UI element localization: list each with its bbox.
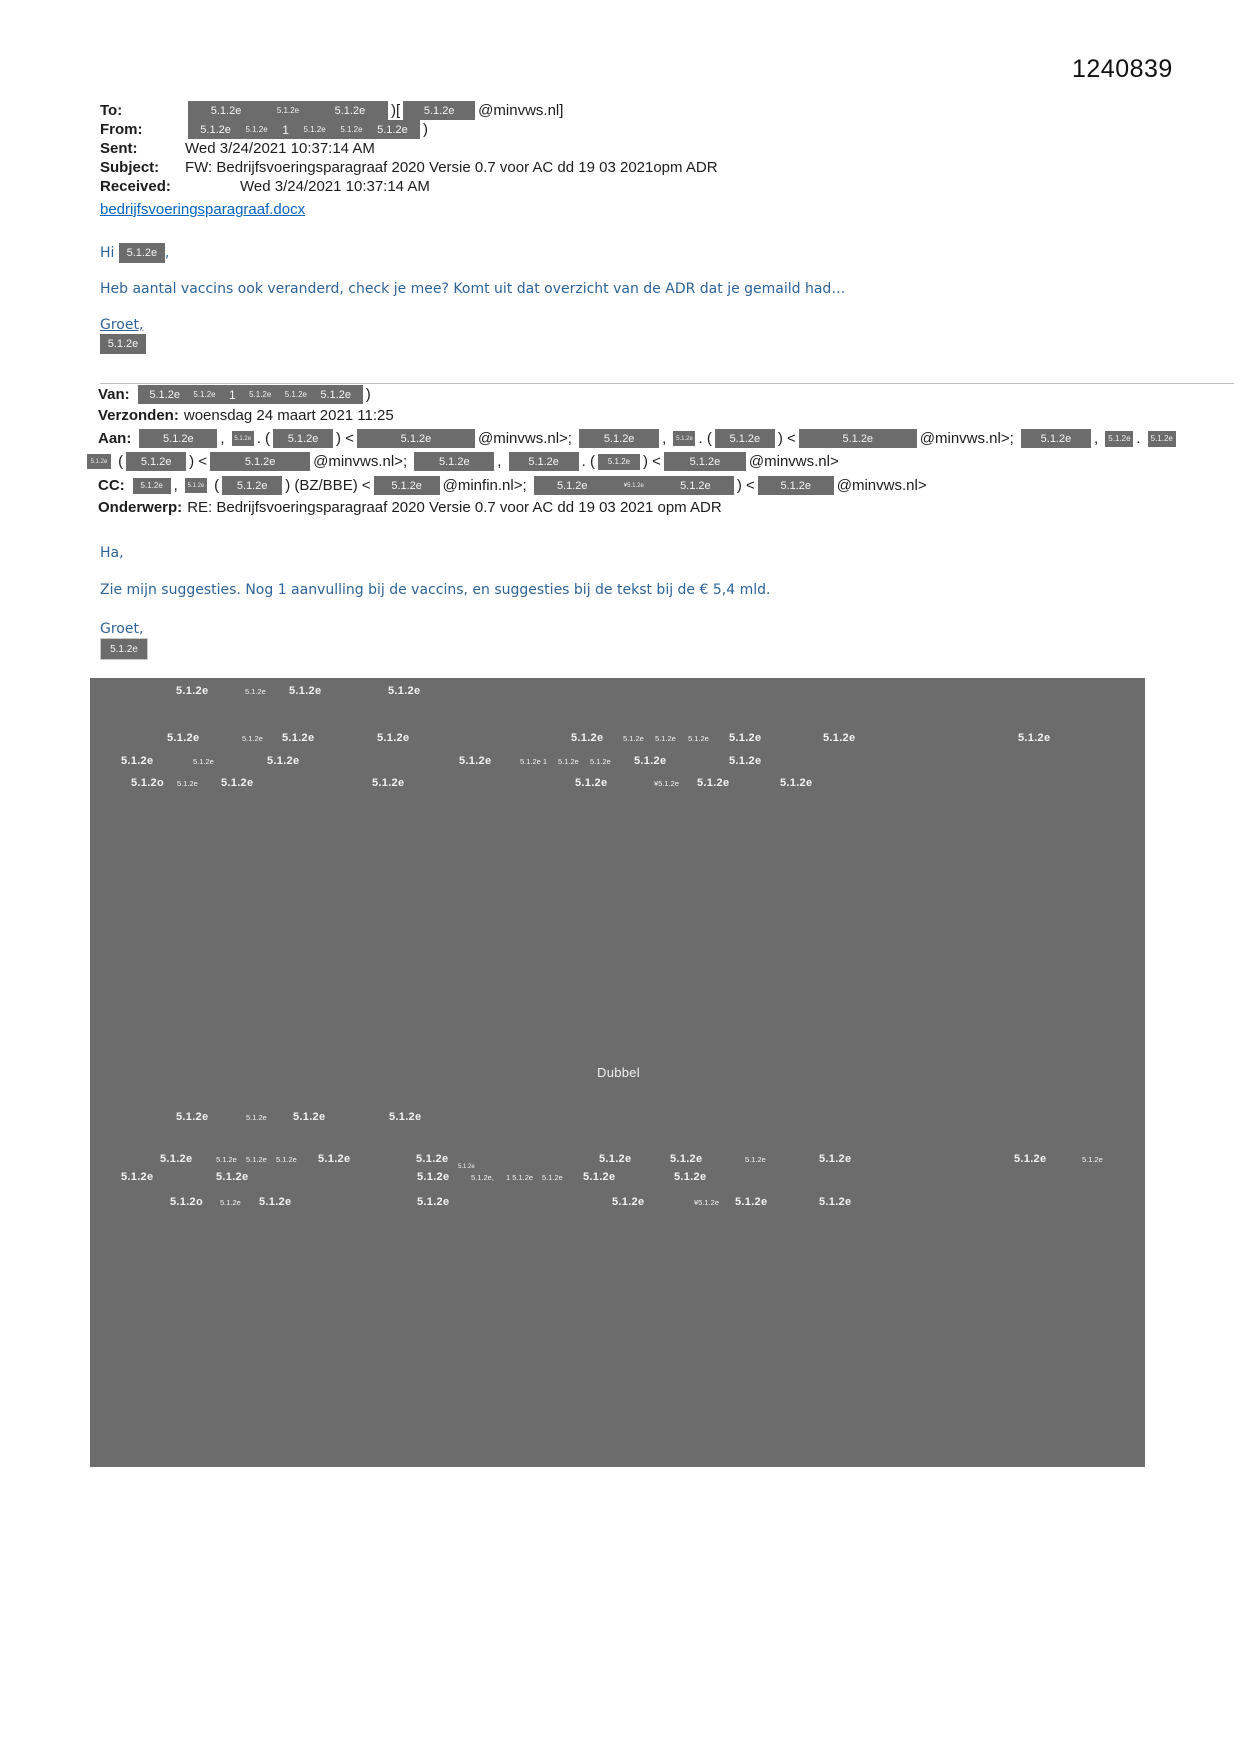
header-text: . ( [698,430,712,447]
verzonden-value [184,407,394,424]
redaction-label: 5.1.2e [438,455,470,468]
redaction-label: 5.1.2e [697,777,730,789]
redaction-label: 5.1.2e [177,779,198,788]
redaction-label: ¥5.1.2e [623,482,644,489]
to-value [185,101,563,120]
redaction-label: 5.1.2e [680,479,711,492]
header-text: RE: Bedrijfsvoeringsparagraaf 2020 Versie 0.7 voor AC dd 19 03 2021 opm ADR [187,499,722,516]
redaction-box [1148,431,1176,447]
cc-label: CC: [98,477,125,494]
header-text: @minfin.nl>; [442,477,531,494]
header-text: @minvws.nl> [748,453,839,470]
redaction-label: 5.1.2e [167,732,200,744]
header-text: , [662,430,671,447]
redaction-label: 5.1.2e [242,734,263,743]
redaction-label: 5.1.2o [131,777,164,789]
redaction-box [185,478,207,493]
redaction-label: 5.1.2e [655,734,676,743]
received-value [185,178,430,195]
redaction-box [758,476,834,495]
redaction-label: 5.1.2e [416,1153,449,1165]
redaction-label: 5.1.2e [140,481,163,490]
redaction-label: 5.1.2e [163,432,194,445]
redaction-box [133,478,171,494]
to-label: To: [100,102,123,119]
redaction-label: 5.1.2e [542,1173,563,1182]
redaction-label: 1 [229,387,236,402]
redaction-box [414,452,494,471]
redaction-label: 5.1.2e [590,757,611,766]
redaction-label: 5.1.2e [400,432,432,445]
redaction-label: 5.1.2o [170,1196,203,1208]
redaction-box [799,429,917,448]
aan-row-line1 [98,429,1179,448]
redaction-label: 5.1.2e [729,755,762,767]
redaction-label: 5.1.2e [417,1196,450,1208]
redaction-label: 5.1.2e [729,432,761,445]
onderwerp-value [187,499,722,516]
redaction-box [1105,431,1133,447]
redaction-label: 5.1.2e [583,1171,616,1183]
header-text: ) [423,121,428,138]
sent-label: Sent: [100,140,138,157]
redaction-label: 5.1.2e [607,457,631,466]
redaction-box [664,452,746,471]
redaction-box: 5.1.2e [100,638,148,660]
redaction-box [188,120,420,139]
redaction-box [188,101,388,120]
redaction-label: 5.1.2e [246,1113,267,1122]
redaction-label: 5.1.2e [193,390,216,399]
aan-row-line2 [84,452,839,471]
redaction-label: 5.1.2e [575,777,608,789]
redaction-box [273,429,333,448]
cc-value [130,476,927,495]
email1-closing: Groet, [100,317,144,333]
redaction-label: 5.1.2e [391,479,422,492]
redaction-label: 5.1.2e [674,1171,707,1183]
redaction-label: 1 [282,122,289,137]
redaction-label: 5.1.2e [819,1153,852,1165]
header-text: ) < [777,430,796,447]
redaction-box: 5.1.2e [100,334,146,354]
redaction-label: 5.1.2e [121,1171,154,1183]
redaction-label: 5.1.2e [245,125,268,134]
header-row-sent [100,139,718,158]
header-text: @minvws.nl] [478,102,564,119]
redaction-box [126,452,186,471]
email1-signature [100,334,146,354]
redaction-label: 5.1.2e [780,777,813,789]
redaction-label: 5.1.2e [284,390,307,399]
header-text: , [1093,430,1103,447]
redaction-box [1021,429,1091,448]
redaction-label: 5.1.2e [334,104,366,117]
redaction-label: 5.1.2e [221,777,254,789]
redaction-box [357,429,475,448]
email2-text: Zie mijn suggesties. Nog 1 aanvulling bij de vaccins, en suggesties bij de tekst bij de € 5,4 mld. [100,582,771,598]
header-text: , [173,477,183,494]
redaction-label: 5.1.2e [729,732,762,744]
email-header [100,101,718,196]
redaction-label: 5.1.2e [1108,434,1131,443]
redaction-label: 5.1.2e [276,1155,297,1164]
redaction-label: 5.1.2e [599,1153,632,1165]
from-label: From: [100,121,143,138]
quoted-email-divider [100,383,1234,384]
redaction-label: 5.1.2e [282,732,315,744]
redaction-box [232,431,254,446]
subject-label: Subject: [100,159,160,176]
header-row-subject [100,158,718,177]
redaction-label: 5.1.2e [623,734,644,743]
redaction-label: 1 5.1.2e [506,1173,534,1182]
redaction-label: ¥5.1.2e [694,1198,720,1207]
redaction-label: 5.1.2e [187,482,205,489]
redaction-label: 5.1.2e [689,455,721,468]
redaction-label: 5.1.2e 1 [520,757,548,766]
greeting-text: Hi [100,245,119,261]
redaction-label: 5.1.2e [289,685,322,697]
redaction-label: 5.1.2e [287,432,319,445]
header-row-received [100,177,718,196]
header-text: ) < [736,477,755,494]
email2-closing: Groet, [100,621,144,637]
redaction-box: 5.1.2e [119,243,165,263]
header-text: , [497,453,506,470]
redaction-label: 5.1.2e [267,755,300,767]
van-row [98,385,371,404]
redaction-label: 5.1.2e [377,123,408,136]
redaction-label: 5.1.2e [676,435,693,442]
redaction-label: 5.1.2e [160,1153,193,1165]
aan-value-line1 [136,429,1178,448]
redaction-label: 5.1.2e [823,732,856,744]
header-text: . ( [581,453,595,470]
redaction-label: 5.1.2e [423,104,455,117]
redaction-label: 5.1.2e [556,479,588,492]
email2-signature [100,638,148,660]
redaction-label: 5.1.2e [259,1196,292,1208]
redaction-label: 5.1.2e [140,455,172,468]
header-text: . [1136,430,1145,447]
header-text: ) < [642,453,661,470]
aan-label: Aan: [98,430,132,447]
redaction-label: 5.1.2e [245,687,266,696]
email1-greeting [100,243,169,263]
redaction-box [673,431,695,446]
redaction-label: 5.1.2e [320,388,351,401]
redaction-label: 5.1.2e [372,777,405,789]
redaction-label: 5.1.2e [176,1111,209,1123]
header-text: )[ [391,102,401,119]
redaction-label: 5.1.2e [276,106,300,115]
header-text: , [220,430,229,447]
email2-greeting: Ha, [100,545,124,561]
redaction-label: 5.1.2e [200,123,231,136]
redaction-box [87,454,111,469]
redaction-label: 5.1.2e [1014,1153,1047,1165]
header-text: Wed 3/24/2021 10:37:14 AM [185,140,375,157]
subject-value [185,159,718,176]
redaction-label: 5.1.2e [459,755,492,767]
redaction-label: 5.1.2e [842,432,874,445]
redaction-label: 5.1.2e [558,757,579,766]
header-text: @minvws.nl>; [313,453,412,470]
header-text: ) < [336,430,354,447]
header-text: @minvws.nl>; [477,430,577,447]
redaction-label: 5.1.2e [688,734,709,743]
redaction-label: 5.1.2e [458,1164,475,1170]
redaction-label: 5.1.2e [246,1155,267,1164]
redaction-label: 5.1.2e [612,1196,645,1208]
redaction-label: 5.1.2e [236,479,268,492]
redaction-label: 5.1.2e [388,685,421,697]
redaction-box [403,101,475,120]
from-value [185,120,428,139]
redaction-label: 5.1.2e [340,125,363,134]
redaction-label: 5.1.2e [528,455,559,468]
redaction-label: 5.1.2e [571,732,604,744]
redaction-box [210,452,310,471]
header-text: woensdag 24 maart 2021 11:25 [183,407,394,424]
redaction-label: 5.1.2e [303,125,326,134]
redaction-label: 5.1.2e [780,479,812,492]
redaction-box [598,454,640,470]
redaction-box [139,429,217,448]
redaction-label: 5.1.2e [670,1153,703,1165]
redaction-box [509,452,579,471]
redaction-box [534,476,734,495]
received-label: Received: [100,178,171,195]
header-text: @minvws.nl>; [919,430,1018,447]
redaction-label: 5.1.2e [417,1171,450,1183]
aan-value-line2 [84,452,839,471]
redaction-box [222,476,282,495]
redaction-label: 5.1.2e [216,1155,237,1164]
doc-number: 1240839 [1072,55,1173,83]
van-value [135,385,371,404]
cc-row [98,476,927,495]
onderwerp-row [98,499,722,516]
redacted-content-block [90,678,1145,1467]
redaction-label: 5.1.2e [234,435,252,442]
greeting-comma: , [164,245,170,261]
redaction-box [374,476,440,495]
redaction-label: 5.1.2e [1082,1155,1103,1164]
redaction-label: 5.1.2e [735,1196,768,1208]
redaction-label: 5.1.2e [745,1155,766,1164]
redaction-label: 5.1.2e [603,432,635,445]
redaction-label: 5.1.2e [1150,434,1173,443]
redaction-label: 5.1.2e [210,104,242,117]
redaction-label: 5.1.2e [318,1153,351,1165]
dubbel-note: Dubbel [597,1065,640,1080]
redaction-label: 5.1.2e [220,1198,241,1207]
redaction-label: ¥5.1.2e [654,779,680,788]
redaction-label: 5.1.2e [1040,432,1072,445]
redaction-box [715,429,775,448]
redaction-label: 5.1.2e [193,757,214,766]
redaction-label: 5.1.2e [389,1111,422,1123]
header-text: . ( [256,430,271,447]
attachment-link[interactable]: bedrijfsvoeringsparagraaf.docx [100,201,306,218]
van-label: Van: [98,386,130,403]
redaction-label: 5.1.2e, [471,1173,494,1182]
header-text: ( [114,453,124,470]
redaction-label: 5.1.2e [634,755,667,767]
header-text: ( [210,477,220,494]
verzonden-label: Verzonden: [98,407,179,424]
redaction-label: 5.1.2e [1018,732,1051,744]
header-text: ) < [189,453,208,470]
redaction-label: 5.1.2e [216,1171,249,1183]
redaction-label: 5.1.2e [176,685,209,697]
redaction-label: 5.1.2e [244,455,276,468]
header-row-from [100,120,718,139]
sent-value [185,140,375,157]
redaction-label: 5.1.2e [121,755,154,767]
email1-text: Heb aantal vaccins ook veranderd, check je mee? Komt uit dat overzicht van de ADR dat je gemaild had… [100,281,846,297]
header-text: ) [365,386,371,403]
redaction-label: 5.1.2e [819,1196,852,1208]
redaction-label: 5.1.2e [249,390,272,399]
header-text: @minvws.nl> [836,477,927,494]
header-text: ) (BZ/BBE) < [285,477,371,494]
header-text: Wed 3/24/2021 10:37:14 AM [240,178,430,195]
header-text: FW: Bedrijfsvoeringsparagraaf 2020 Versie 0.7 voor AC dd 19 03 2021opm ADR [185,159,718,176]
redaction-label: 5.1.2e [377,732,410,744]
redaction-label: 5.1.2e [90,458,108,465]
redaction-box [138,385,363,404]
header-row-to [100,101,718,120]
redaction-box [579,429,659,448]
redaction-label: 5.1.2e [293,1111,326,1123]
verzonden-row [98,407,394,424]
redaction-label: 5.1.2e [149,388,180,401]
onderwerp-label: Onderwerp: [98,499,183,516]
